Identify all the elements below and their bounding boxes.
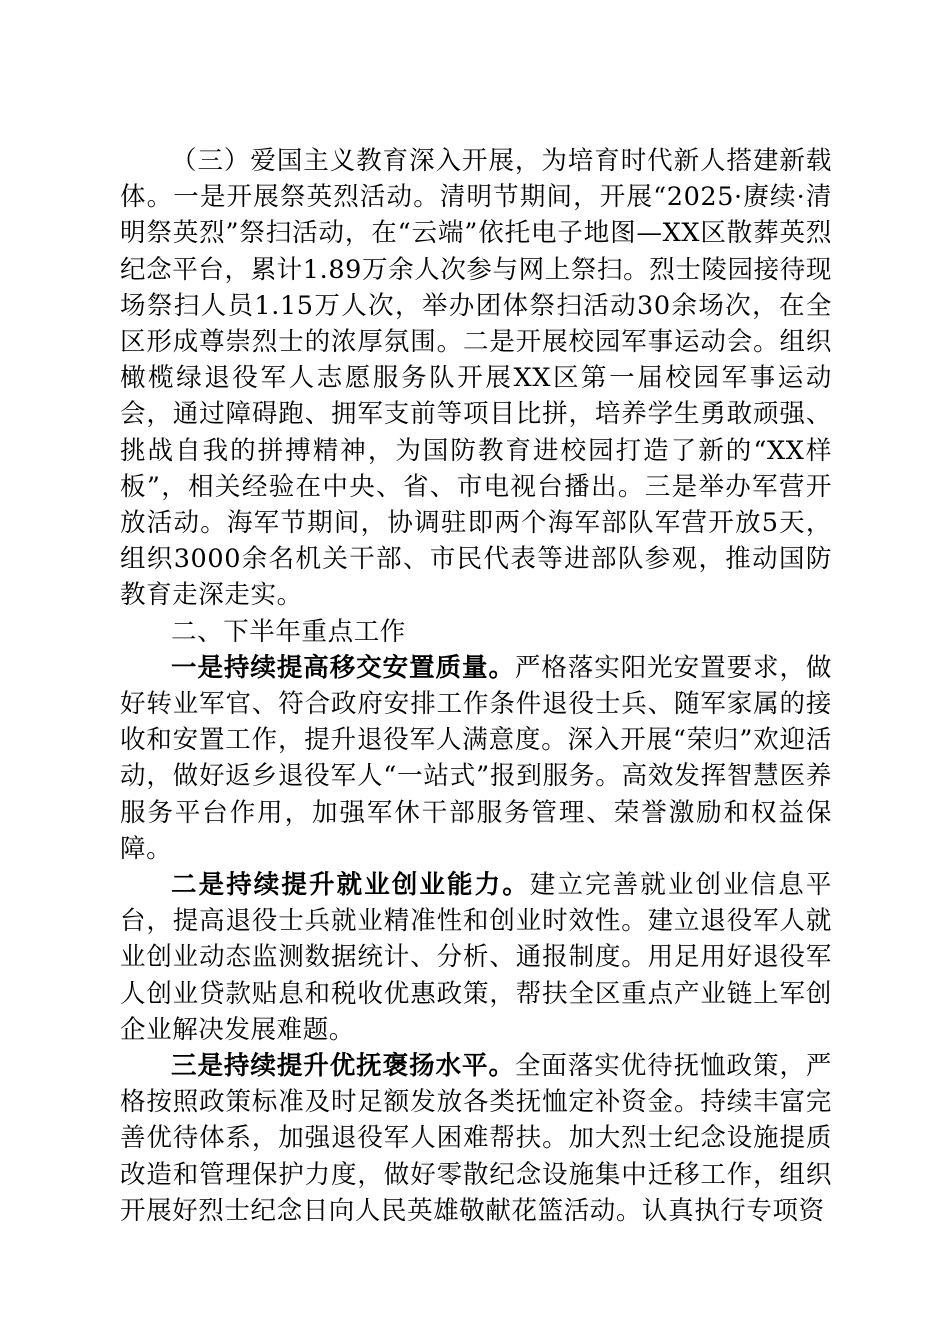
work-item-1-lead: 一是持续提高移交安置质量。 — [171, 652, 515, 683]
work-item-2-body: 建立完善就业创业信息平台，提高退役士兵就业精准性和创业时效性。建立退役军人就业创业动态监测数据统计、分析、通报制度。用足用好退役军人创业贷款贴息和税收优惠政策，帮扶全区重点产业链上军创企业解决发展难题。 — [120, 870, 832, 1045]
work-item-3-body: 全面落实优待抚恤政策，严格按照政策标准及时足额发放各类抚恤定补资金。持续丰富完善优待体系，加强退役军人困难帮扶。加大烈士纪念设施提质改造和管理保护力度，做好零散纪念设施集中迁移工作，组织开展好烈士纪念日向人民英雄敬献花篮活动。认真执行专项资 — [120, 1051, 832, 1226]
work-item-3 — [120, 1048, 832, 1229]
work-item-2 — [120, 867, 832, 1048]
document-page — [120, 143, 832, 1229]
work-item-2-lead: 二是持续提升就业创业能力。 — [171, 870, 530, 901]
work-item-1-body: 严格落实阳光安置要求，做好转业军官、符合政府安排工作条件退役士兵、随军家属的接收和安置工作，提升退役军人满意度。深入开展“荣归”欢迎活动，做好返乡退役军人“一站式”报到服务。高效发挥智慧医养服务平台作用，加强军休干部服务管理、荣誉激励和权益保障。 — [120, 652, 832, 864]
work-item-1 — [120, 650, 832, 867]
section-3-paragraph: （三）爱国主义教育深入开展，为培育时代新人搭建新载体。一是开展祭英烈活动。清明节期间，开展“2025·赓续·清明祭英烈”祭扫活动，在“云端”依托电子地图—XX区散葬英烈纪念平台，累计1.89万余人次参与网上祭扫。烈士陵园接待现场祭扫人员1.15万人次，举办团体祭扫活动30余场次，在全区形成尊崇烈士的浓厚氛围。二是开展校园军事运动会。组织橄榄绿退役军人志愿服务队开展XX区第一届校园军事运动会，通过障碍跑、拥军支前等项目比拼，培养学生勇敢顽强、挑战自我的拼搏精神，为国防教育进校园打造了新的“XX样板”，相关经验在中央、省、市电视台播出。三是举办军营开放活动。海军节期间，协调驻即两个海军部队军营开放5天，组织3000余名机关干部、市民代表等进部队参观，推动国防教育走深走实。 — [120, 146, 832, 611]
work-item-3-lead: 三是持续提升优抚褒扬水平。 — [171, 1051, 515, 1082]
section-heading-2: 二、下半年重点工作 — [171, 616, 406, 647]
